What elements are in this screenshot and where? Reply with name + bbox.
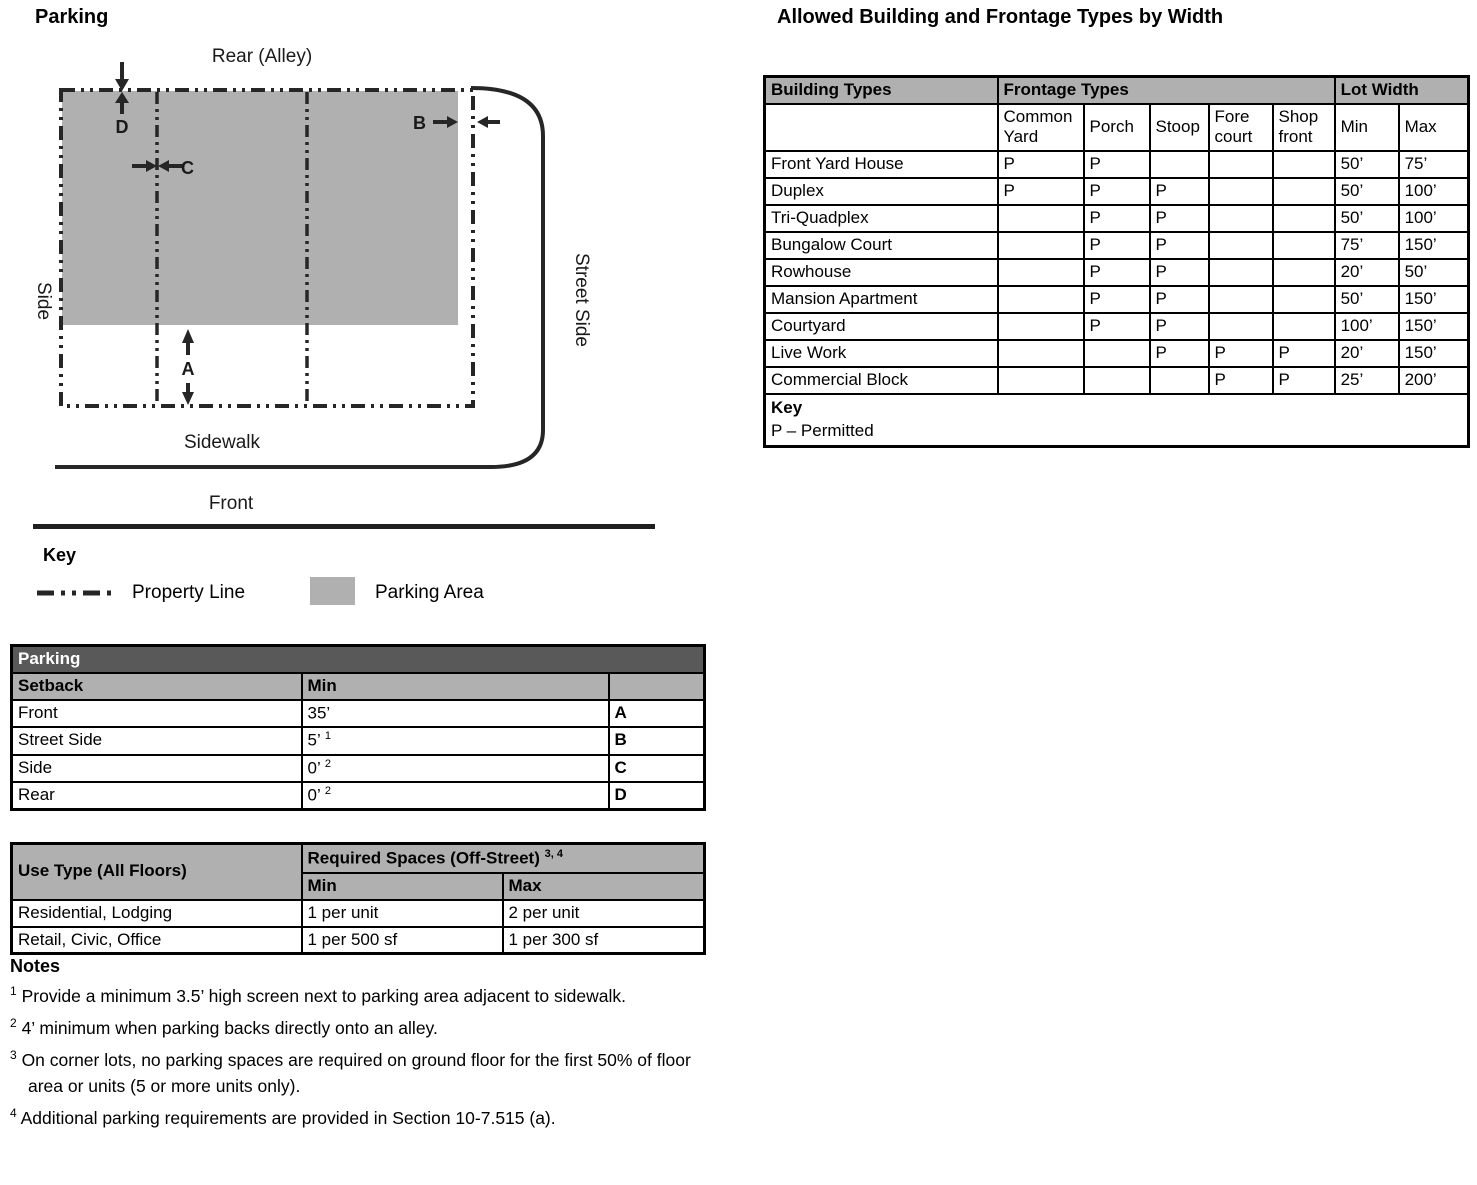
cell-forecourt (1209, 286, 1273, 313)
lot-min-header: Min (1335, 104, 1399, 151)
note-text: On corner lots, no parking spaces are required on ground floor for the first 50% of floor area or units (5 or more units only). (21, 1049, 691, 1097)
front-label: Front (208, 493, 254, 514)
note-item (10, 1042, 722, 1101)
cell-shopfront (1273, 205, 1335, 232)
cell-lot-min: 50’ (1335, 205, 1399, 232)
cell-forecourt (1209, 232, 1273, 259)
setback-min (302, 782, 609, 810)
setback-label: Street Side (12, 727, 302, 754)
required-spaces-header-text: Required Spaces (Off-Street) (307, 848, 540, 868)
note-text: Additional parking requirements are provided in Section 10-7.515 (a). (20, 1108, 556, 1129)
common-yard-header: Common Yard (998, 104, 1084, 151)
parking-area-swatch (310, 577, 355, 605)
parking-table-title: Parking (12, 646, 705, 673)
use-type-header: Use Type (All Floors) (12, 844, 302, 900)
cell-lot-max: 150’ (1399, 313, 1469, 340)
building-type: Commercial Block (765, 367, 998, 394)
table-row (765, 205, 1469, 232)
table-row (12, 782, 705, 810)
cell-stoop: P (1150, 259, 1209, 286)
setback-min (302, 755, 609, 782)
cell-forecourt (1209, 178, 1273, 205)
note-number: 3 (10, 1047, 17, 1062)
property-line-sample (35, 588, 113, 598)
table-key-cell (765, 394, 1469, 446)
cell-porch: P (1084, 259, 1150, 286)
cell-lot-min: 20’ (1335, 340, 1399, 367)
cell-common-yard: P (998, 178, 1084, 205)
spaces-min-header: Min (302, 873, 503, 900)
cell-common-yard (998, 259, 1084, 286)
setback-min (302, 727, 609, 754)
setback-label: Front (12, 700, 302, 727)
setback-a-label: A (181, 359, 195, 379)
note-item (10, 978, 722, 1010)
table-row (765, 151, 1469, 178)
table-row (12, 755, 705, 782)
cell-common-yard (998, 340, 1084, 367)
setback-min-value: 0’ (307, 758, 321, 778)
rear-alley-label: Rear (Alley) (211, 46, 313, 67)
setback-ref: A (609, 700, 705, 727)
key-title: Key (43, 545, 77, 565)
cell-lot-max: 75’ (1399, 151, 1469, 178)
note-item (10, 1010, 722, 1042)
cell-lot-max: 100’ (1399, 178, 1469, 205)
parking-section-title: Parking (35, 6, 109, 28)
street-side-label: Street Side (571, 253, 592, 347)
note-text: 4’ minimum when parking backs directly onto an alley. (21, 1017, 438, 1038)
empty-header-cell (765, 104, 998, 151)
required-spaces-table (10, 842, 706, 955)
cell-lot-max: 100’ (1399, 205, 1469, 232)
cell-stoop: P (1150, 340, 1209, 367)
building-type: Live Work (765, 340, 998, 367)
note-number: 4 (10, 1106, 17, 1121)
cell-stoop (1150, 367, 1209, 394)
ref-col-header (609, 673, 705, 700)
cell-lot-min: 50’ (1335, 286, 1399, 313)
frontage-types-group-header: Frontage Types (998, 77, 1335, 104)
setback-note-sup: 1 (324, 730, 331, 743)
setback-min-value: 0’ (307, 785, 321, 805)
spaces-min: 1 per 500 sf (302, 927, 503, 954)
note-item (10, 1100, 722, 1132)
cell-common-yard: P (998, 151, 1084, 178)
cell-forecourt: P (1209, 367, 1273, 394)
building-type: Bungalow Court (765, 232, 998, 259)
notes-title: Notes (10, 956, 61, 976)
cell-common-yard (998, 286, 1084, 313)
cell-shopfront (1273, 232, 1335, 259)
cell-shopfront (1273, 151, 1335, 178)
property-line-key-label: Property Line (132, 582, 246, 603)
cell-lot-max: 150’ (1399, 286, 1469, 313)
spaces-max: 2 per unit (503, 900, 705, 927)
cell-forecourt (1209, 205, 1273, 232)
cell-forecourt: P (1209, 340, 1273, 367)
setback-a-arrowhead-up (182, 329, 194, 343)
table-row (765, 286, 1469, 313)
cell-lot-max: 150’ (1399, 232, 1469, 259)
cell-common-yard (998, 205, 1084, 232)
cell-lot-max: 200’ (1399, 367, 1469, 394)
cell-stoop: P (1150, 313, 1209, 340)
use-type: Retail, Civic, Office (12, 927, 302, 954)
cell-lot-min: 100’ (1335, 313, 1399, 340)
setback-col-header: Setback (12, 673, 302, 700)
setback-note-sup: 2 (324, 784, 331, 797)
cell-stoop: P (1150, 205, 1209, 232)
setback-label: Side (12, 755, 302, 782)
cell-shopfront (1273, 259, 1335, 286)
parking-setback-diagram (0, 0, 660, 520)
spaces-min: 1 per unit (302, 900, 503, 927)
key-divider-line (33, 524, 655, 529)
cell-forecourt (1209, 259, 1273, 286)
setback-label: Rear (12, 782, 302, 810)
building-type: Mansion Apartment (765, 286, 998, 313)
table-row (765, 232, 1469, 259)
setback-b-label: B (413, 113, 426, 133)
setback-ref: B (609, 727, 705, 754)
use-type: Residential, Lodging (12, 900, 302, 927)
table-row (765, 313, 1469, 340)
table-row (765, 340, 1469, 367)
table-row (765, 178, 1469, 205)
table-row (765, 367, 1469, 394)
table-row (12, 900, 705, 927)
cell-porch: P (1084, 313, 1150, 340)
note-number: 1 (10, 984, 17, 998)
forecourt-header: Fore court (1209, 104, 1273, 151)
table-key-text: P – Permitted (771, 421, 874, 441)
building-type: Courtyard (765, 313, 998, 340)
sidewalk-label: Sidewalk (183, 432, 261, 453)
porch-header: Porch (1084, 104, 1150, 151)
parking-area-key-label: Parking Area (375, 582, 484, 603)
cell-lot-min: 75’ (1335, 232, 1399, 259)
cell-porch: P (1084, 205, 1150, 232)
cell-porch: P (1084, 286, 1150, 313)
notes-section (10, 954, 722, 1132)
setback-min (302, 700, 609, 727)
required-spaces-header (302, 844, 705, 873)
cell-common-yard (998, 367, 1084, 394)
lot-max-header: Max (1399, 104, 1469, 151)
table-key-title: Key (771, 398, 803, 418)
side-label: Side (33, 281, 54, 321)
building-frontage-section-title: Allowed Building and Frontage Types by Width (777, 6, 1224, 28)
building-type: Tri-Quadplex (765, 205, 998, 232)
cell-lot-max: 150’ (1399, 340, 1469, 367)
cell-stoop: P (1150, 232, 1209, 259)
cell-shopfront (1273, 313, 1335, 340)
cell-porch (1084, 367, 1150, 394)
min-col-header: Min (302, 673, 609, 700)
note-number: 2 (10, 1015, 17, 1030)
cell-forecourt (1209, 151, 1273, 178)
building-type: Rowhouse (765, 259, 998, 286)
required-spaces-note-sup: 3, 4 (544, 847, 563, 860)
parking-setback-table (10, 644, 706, 811)
cell-forecourt (1209, 313, 1273, 340)
cell-shopfront: P (1273, 367, 1335, 394)
cell-porch: P (1084, 151, 1150, 178)
setback-a-arrowhead-down (182, 392, 194, 405)
cell-shopfront (1273, 178, 1335, 205)
cell-lot-min: 20’ (1335, 259, 1399, 286)
building-type: Front Yard House (765, 151, 998, 178)
table-row (12, 927, 705, 954)
setback-min-value: 5’ (307, 730, 321, 750)
building-type: Duplex (765, 178, 998, 205)
cell-lot-min: 50’ (1335, 178, 1399, 205)
cell-lot-min: 25’ (1335, 367, 1399, 394)
building-frontage-table (763, 75, 1470, 448)
cell-common-yard (998, 313, 1084, 340)
setback-d-label: D (115, 117, 129, 137)
spaces-max: 1 per 300 sf (503, 927, 705, 954)
spaces-max-header: Max (503, 873, 705, 900)
setback-min-value: 35’ (307, 703, 331, 723)
setback-c-label: C (181, 158, 194, 178)
cell-porch (1084, 340, 1150, 367)
cell-stoop: P (1150, 178, 1209, 205)
note-text: Provide a minimum 3.5’ high screen next to parking area adjacent to sidewalk. (21, 985, 626, 1006)
setback-b-arrowhead-left (477, 116, 488, 128)
cell-stoop (1150, 151, 1209, 178)
cell-stoop: P (1150, 286, 1209, 313)
stoop-header: Stoop (1150, 104, 1209, 151)
setback-d-arrowhead-down (115, 79, 129, 91)
building-types-group-header: Building Types (765, 77, 998, 104)
setback-ref: D (609, 782, 705, 810)
cell-lot-max: 50’ (1399, 259, 1469, 286)
cell-lot-min: 50’ (1335, 151, 1399, 178)
cell-shopfront: P (1273, 340, 1335, 367)
cell-common-yard (998, 232, 1084, 259)
shopfront-header: Shop front (1273, 104, 1335, 151)
table-row (12, 700, 705, 727)
cell-shopfront (1273, 286, 1335, 313)
table-row (765, 259, 1469, 286)
setback-ref: C (609, 755, 705, 782)
setback-note-sup: 2 (324, 757, 331, 770)
cell-porch: P (1084, 232, 1150, 259)
cell-porch: P (1084, 178, 1150, 205)
lot-width-group-header: Lot Width (1335, 77, 1469, 104)
table-row (12, 727, 705, 754)
